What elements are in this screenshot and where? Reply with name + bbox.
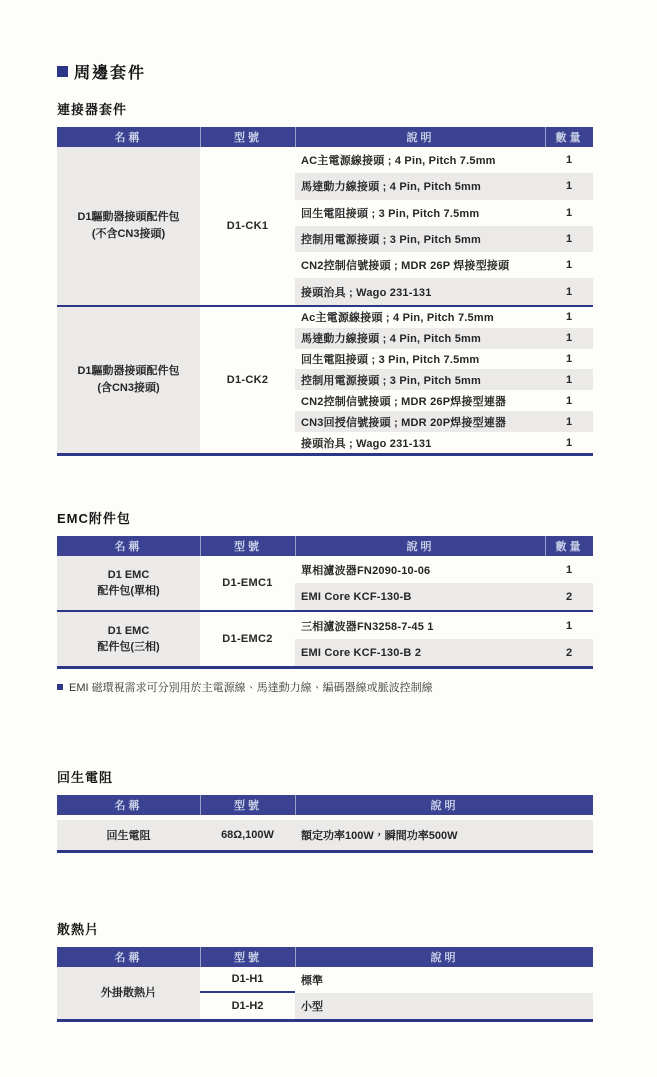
row-qty: 1: [565, 259, 573, 272]
row-qty: 2: [565, 646, 573, 659]
group-name-line1: D1驅動器接頭配件包: [77, 365, 180, 378]
row-desc: 控制用電源接頭 ; 3 Pin, Pitch 5mm: [301, 234, 482, 247]
group-name-cell: [57, 556, 200, 610]
group-name-line1: D1 EMC: [107, 568, 150, 581]
row-model: D1-H2: [231, 1000, 264, 1013]
emc-note-text: EMI 磁環視需求可分別用於主電源線、馬達動力線、編碼器線或脈波控制線: [69, 682, 433, 695]
row-qty: 1: [565, 563, 573, 576]
row-qty: 1: [565, 206, 573, 219]
table-row: [295, 349, 593, 370]
table-group-emc2: [57, 612, 593, 666]
row-desc: CN2控制信號接頭 ; MDR 26P 焊接型接頭: [301, 260, 510, 273]
table-row: [295, 432, 593, 453]
column-header-desc: 說明: [295, 536, 545, 556]
group-rows: [295, 307, 593, 453]
row-qty: 1: [565, 373, 573, 386]
table-row: [295, 307, 593, 328]
table-row: [295, 369, 593, 390]
page-title: [57, 60, 593, 83]
group-rows: [295, 612, 593, 666]
group-name-cell: [57, 147, 200, 305]
table-group-heatsink: [57, 967, 593, 1019]
table-group-ck1: [57, 147, 593, 305]
row-qty: 1: [565, 180, 573, 193]
column-header-name: 名稱: [114, 952, 143, 965]
row-desc: Ac主電源線接頭 ; 4 Pin, Pitch 7.5mm: [301, 312, 494, 325]
section-title-heatsink: 散熱片: [57, 922, 100, 938]
group-rows: [200, 967, 593, 1019]
row-desc: 回生電阻接頭 ; 3 Pin, Pitch 7.5mm: [301, 354, 480, 366]
column-header-name: 名稱: [114, 132, 143, 144]
group-rows: [295, 147, 593, 305]
table-row: [295, 583, 593, 610]
row-model: D1-H1: [200, 967, 295, 993]
row-qty: 2: [565, 590, 573, 603]
group-name-line1: D1驅動器接頭配件包: [77, 211, 180, 224]
row-desc: 馬達動力線接頭 ; 4 Pin, Pitch 5mm: [301, 333, 482, 346]
row-qty: 1: [565, 332, 573, 345]
row-desc: 接頭治具 ; Wago 231-131: [301, 286, 432, 299]
section-title-emc: EMC附件包: [57, 511, 131, 527]
table-group-ck2: [57, 307, 593, 453]
row-qty: 1: [565, 394, 573, 407]
row-qty: 1: [565, 154, 573, 167]
table-header-row: [57, 795, 593, 815]
column-header-desc: 說明: [295, 795, 593, 815]
regen-table: [57, 795, 593, 853]
table-row: [200, 967, 593, 993]
row-desc: 接頭治具 ; Wago 231-131: [301, 437, 432, 450]
row-desc: EMI Core KCF-130-B 2: [301, 646, 422, 659]
row-qty: 1: [565, 285, 573, 298]
section-emc: [57, 508, 593, 695]
row-qty: 1: [565, 233, 573, 246]
column-header-desc: 說明: [295, 127, 545, 147]
group-model-cell: D1-EMC2: [222, 633, 273, 646]
table-row: [295, 612, 593, 639]
column-header-name: 名稱: [114, 800, 143, 813]
column-header-qty: 數量: [545, 127, 593, 147]
title-bullet-icon: [57, 66, 68, 77]
section-title-connector: 連接器套件: [57, 102, 128, 117]
group-name-cell: [57, 612, 200, 666]
catalog-page: [57, 0, 593, 1022]
table-row: [295, 328, 593, 349]
group-rows: [295, 556, 593, 610]
row-qty: 1: [565, 619, 573, 632]
row-desc: 馬達動力線接頭 ; 4 Pin, Pitch 5mm: [301, 181, 482, 194]
row-name: 回生電阻: [106, 830, 151, 843]
table-row: [295, 200, 593, 226]
table-header-row: [57, 947, 593, 967]
row-qty: 1: [565, 415, 573, 428]
row-desc: CN3回授信號接頭 ; MDR 20P焊接型連器: [301, 416, 507, 429]
table-row: [295, 278, 593, 304]
heatsink-table: [57, 947, 593, 1022]
row-desc: 控制用電源接頭 ; 3 Pin, Pitch 5mm: [301, 374, 482, 387]
table-row: [57, 820, 593, 850]
row-desc: 小型: [295, 993, 593, 1019]
row-desc: 單相濾波器FN2090-10-06: [301, 564, 431, 577]
group-name-line2: (不含CN3接頭): [91, 227, 166, 240]
column-header-model: 型號: [200, 536, 295, 556]
group-model-cell: D1-CK1: [226, 219, 269, 232]
section-heatsink: [57, 919, 593, 1022]
table-row: [295, 173, 593, 199]
table-row: [295, 556, 593, 583]
table-row: [295, 639, 593, 666]
group-model-cell: D1-CK2: [226, 373, 269, 386]
table-row: [295, 147, 593, 173]
column-header-desc: 說明: [295, 947, 593, 967]
section-regen: [57, 767, 593, 853]
column-header-model: 型號: [200, 947, 295, 967]
group-name-line1: D1 EMC: [107, 624, 150, 637]
column-header-model: 型號: [200, 127, 295, 147]
row-desc: 三相濾波器FN3258-7-45 1: [301, 620, 434, 633]
group-name-line2: 配件包(三相): [97, 641, 160, 654]
group-name-line2: 配件包(單相): [97, 585, 160, 598]
row-model: 68Ω,100W: [221, 829, 274, 842]
table-header-row: [57, 536, 593, 556]
note-bullet-icon: [57, 684, 63, 690]
row-desc: EMI Core KCF-130-B: [301, 590, 412, 603]
emc-table: [57, 536, 593, 669]
table-group-emc1: [57, 556, 593, 610]
group-name-cell: 外掛散熱片: [57, 967, 200, 1019]
row-desc: 回生電阻接頭 ; 3 Pin, Pitch 7.5mm: [301, 207, 480, 220]
column-header-name: 名稱: [114, 541, 143, 554]
group-name-cell: [57, 307, 200, 453]
section-title-regen: 回生電阻: [57, 770, 114, 786]
row-desc: CN2控制信號接頭 ; MDR 26P焊接型連器: [301, 395, 507, 408]
column-header-qty: 數量: [545, 536, 593, 556]
group-name-line2: (含CN3接頭): [97, 381, 160, 394]
section-connector: [57, 99, 593, 456]
column-header-model: 型號: [200, 795, 295, 815]
row-desc: 標準: [301, 975, 323, 988]
row-qty: 1: [565, 353, 573, 365]
page-title-text: 周邊套件: [74, 65, 147, 82]
connector-table: [57, 127, 593, 456]
table-row: [200, 993, 593, 1019]
table-header-row: [57, 127, 593, 147]
row-desc: 額定功率100W，瞬間功率500W: [301, 830, 458, 843]
row-qty: 1: [565, 311, 573, 324]
group-model-cell: D1-EMC1: [222, 577, 273, 590]
table-row: [295, 252, 593, 278]
table-row: [295, 226, 593, 252]
emc-note: [57, 679, 593, 695]
table-row: [295, 411, 593, 432]
row-desc: AC主電源線接頭 ; 4 Pin, Pitch 7.5mm: [301, 155, 496, 168]
row-qty: 1: [565, 436, 573, 449]
table-row: [295, 390, 593, 411]
